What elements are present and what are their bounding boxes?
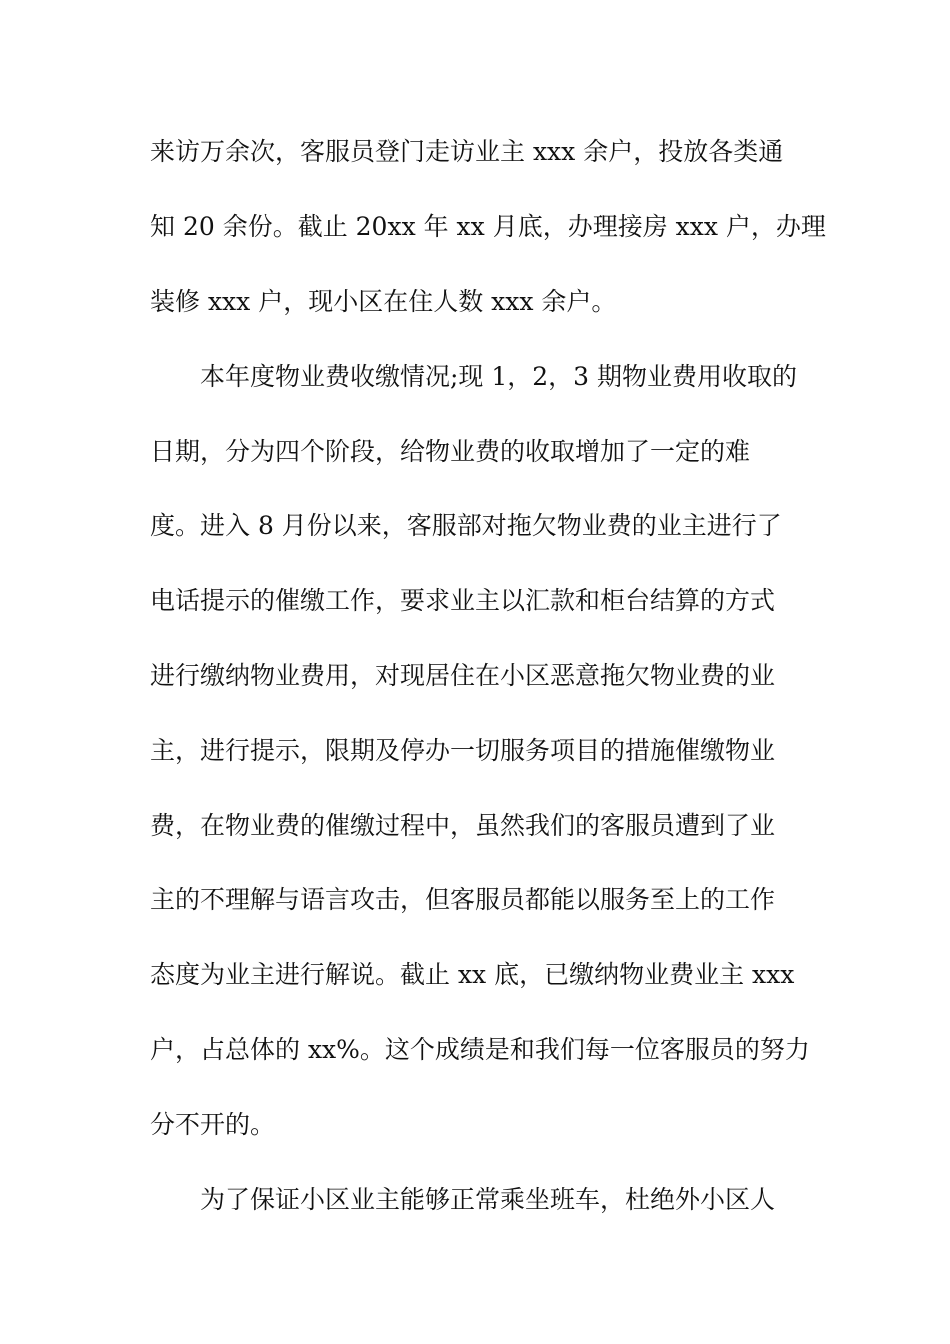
text-line: 来访万余次，客服员登门走访业主 xxx 余户，投放各类通 — [150, 137, 784, 166]
paragraph-first-line: 本年度物业费收缴情况;现 1，2，3 期物业费用收取的 — [200, 362, 798, 391]
text-line: 知 20 余份。截止 20xx 年 xx 月底，办理接房 xxx 户，办理 — [150, 212, 826, 241]
text-line: 费，在物业费的催缴过程中，虽然我们的客服员遭到了业 — [150, 811, 776, 840]
text-line: 主的不理解与语言攻击，但客服员都能以服务至上的工作 — [150, 885, 776, 914]
text-line: 主，进行提示，限期及停办一切服务项目的措施催缴物业 — [150, 736, 776, 765]
text-line: 户，占总体的 xx%。这个成绩是和我们每一位客服员的努力 — [150, 1035, 810, 1064]
paragraph-first-line: 为了保证小区业主能够正常乘坐班车，杜绝外小区人 — [200, 1185, 776, 1214]
text-line: 装修 xxx 户，现小区在住人数 xxx 余户。 — [150, 287, 617, 316]
text-line: 态度为业主进行解说。截止 xx 底，已缴纳物业费业主 xxx — [150, 960, 795, 989]
text-line: 电话提示的催缴工作，要求业主以汇款和柜台结算的方式 — [150, 586, 776, 615]
text-line: 分不开的。 — [150, 1110, 276, 1139]
text-line: 进行缴纳物业费用，对现居住在小区恶意拖欠物业费的业 — [150, 661, 776, 690]
text-line: 日期，分为四个阶段，给物业费的收取增加了一定的难 — [150, 437, 751, 466]
text-line: 度。进入 8 月份以来，客服部对拖欠物业费的业主进行了 — [150, 511, 782, 540]
